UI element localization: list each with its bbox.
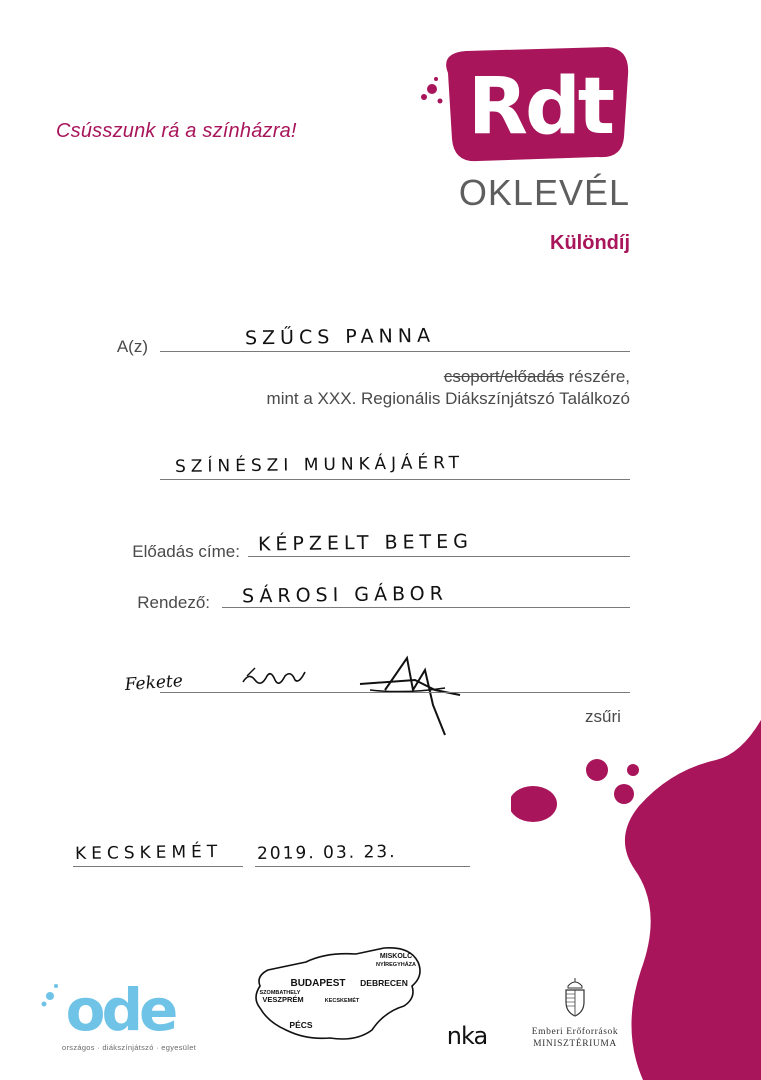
- nka-logo: [442, 1020, 492, 1050]
- jury-label: zsűri: [585, 707, 621, 726]
- hungary-map: [246, 946, 426, 1044]
- reason-line: [160, 479, 630, 480]
- director-handwritten: SÁROSI GÁBOR: [241, 582, 449, 608]
- place-line: [73, 866, 243, 867]
- reason-handwritten: SZÍNÉSZI MUNKÁJÁÉRT: [174, 452, 465, 478]
- award-type: Különdíj: [550, 232, 630, 254]
- svg-text:BUDAPEST: BUDAPEST: [290, 978, 346, 989]
- svg-text:MISKOLC: MISKOLC: [379, 953, 413, 960]
- reszere-text: részére,: [563, 367, 630, 386]
- slogan: Csússzunk rá a színházra!: [56, 120, 297, 142]
- jury-line: [160, 692, 630, 693]
- certificate-title: OKLEVÉL: [458, 172, 630, 213]
- ode-logo: [40, 972, 185, 1042]
- play-title-label: Előadás címe:: [132, 542, 240, 561]
- director-label: Rendező:: [137, 593, 210, 612]
- director-line: [222, 607, 630, 608]
- recipient-handwritten: SZŰCS PANNA: [244, 324, 436, 350]
- svg-text:PÉCS: PÉCS: [289, 1020, 313, 1030]
- date-handwritten: 2019. 03. 23.: [256, 842, 397, 864]
- place-handwritten: KECSKEMÉT: [74, 841, 223, 865]
- ministry-line-1: Emberi Erőforrások: [531, 1027, 619, 1037]
- recipient-line: [160, 351, 630, 352]
- play-title-handwritten: KÉPZELT BETEG: [257, 530, 474, 556]
- svg-text:DEBRECEN: DEBRECEN: [360, 978, 408, 988]
- festival-line: mint a XXX. Regionális Diákszínjátszó Találkozó: [266, 389, 630, 408]
- ministry-name: [505, 1026, 645, 1050]
- recipient-label: A(z): [116, 337, 148, 356]
- ode-tagline: országos · diákszínjátszó · egyesület: [62, 1043, 197, 1052]
- ministry-line-2: MINISZTÉRIUMA: [533, 1039, 617, 1049]
- svg-text:NYÍREGYHÁZA: NYÍREGYHÁZA: [375, 962, 417, 968]
- svg-text:KECSKEMÉT: KECSKEMÉT: [324, 998, 360, 1004]
- coat-of-arms-icon: [560, 978, 590, 1018]
- svg-text:VESZPRÉM: VESZPRÉM: [262, 995, 304, 1004]
- jury-signatures: [115, 650, 475, 745]
- svg-text:ode: ode: [65, 976, 175, 1042]
- svg-text:Fekete: Fekete: [124, 671, 184, 696]
- play-title-line: [248, 556, 630, 557]
- rdt-logo: [418, 45, 633, 165]
- group-line: [200, 367, 630, 387]
- date-line: [255, 866, 470, 867]
- svg-text:nka: nka: [446, 1022, 488, 1050]
- logo-text: Rdt: [467, 62, 613, 152]
- struck-text: csoport/előadás: [443, 367, 564, 386]
- svg-text:SZOMBATHELY: SZOMBATHELY: [259, 990, 301, 996]
